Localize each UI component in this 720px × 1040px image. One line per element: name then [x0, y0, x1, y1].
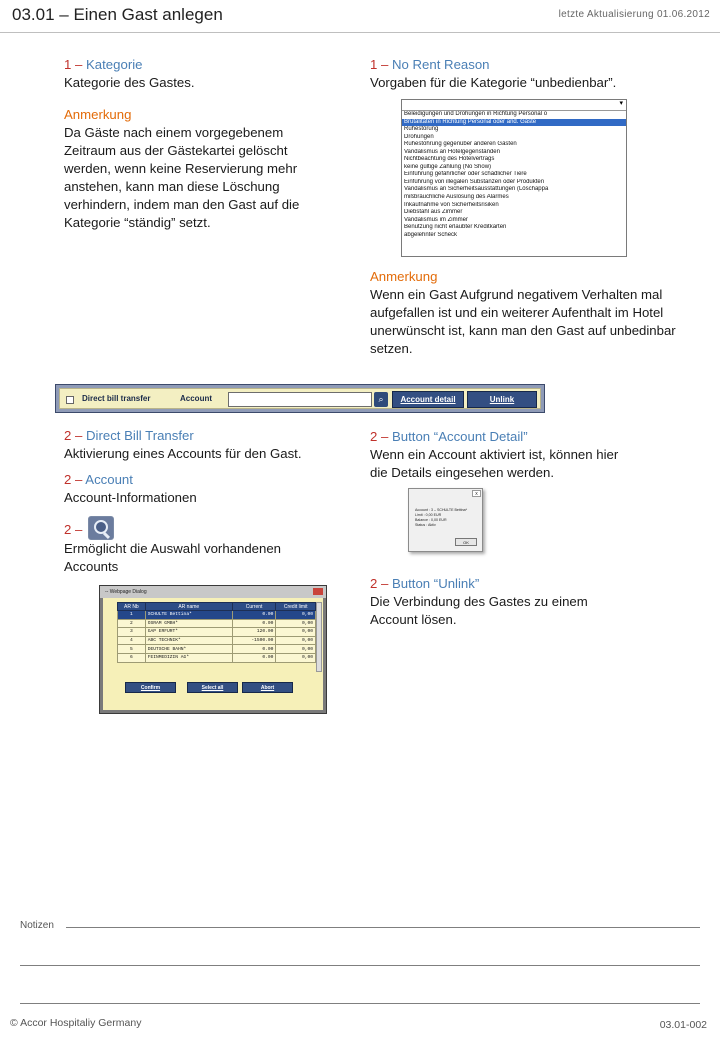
- dropdown-option[interactable]: Einführung von illegalen Substanzen oder Produkten: [404, 178, 545, 185]
- search-icon: [88, 516, 114, 540]
- dropdown-option[interactable]: mißbräuchliche Auslösung des Alarmes: [404, 194, 509, 201]
- kategorie-block: [64, 56, 344, 92]
- detail-number: 2 –: [370, 429, 389, 444]
- detail-block: [370, 428, 680, 482]
- dropdown-option[interactable]: Beleidigungen und Drohungen in Richtung Personal o: [404, 111, 548, 117]
- dialog-body: [103, 598, 323, 710]
- dialog-titlebar: [100, 586, 326, 598]
- close-icon[interactable]: [313, 588, 323, 595]
- table-cell: ABC TECHNIK*: [145, 636, 232, 645]
- detail-title: Button “Account Detail”: [392, 429, 528, 444]
- account-number: 2 –: [64, 472, 83, 487]
- column-header[interactable]: Current: [232, 603, 276, 611]
- table-cell: 0,00: [276, 628, 316, 637]
- account-input[interactable]: [228, 392, 372, 407]
- detail-desc: die Details eingesehen werden.: [370, 465, 555, 480]
- dialog-line: Status : Aktiv: [415, 523, 436, 527]
- dropdown-option[interactable]: Einführung gefährlicher oder schädlicher Tiere: [404, 171, 527, 178]
- unlink-desc: Account lösen.: [370, 612, 457, 627]
- confirm-button[interactable]: Confirm: [125, 682, 176, 693]
- dialog-line: Account : 3 – SCHULTE Bettina*: [415, 508, 468, 512]
- norent-number: 1 –: [370, 57, 389, 72]
- table-body: [118, 611, 316, 663]
- anmerkung-title: Anmerkung: [370, 269, 438, 284]
- ok-button[interactable]: OK: [455, 538, 477, 546]
- dbt-heading: [64, 427, 354, 445]
- kategorie-heading: [64, 56, 344, 74]
- chevron-down-icon[interactable]: ▾: [619, 100, 623, 107]
- dropdown-list: [402, 111, 626, 239]
- anmerkung-line: aufgefallen ist und ein weiterer Aufenthalt im Hotel: [370, 305, 664, 320]
- detail-heading: [370, 428, 680, 446]
- kategorie-number: 1 –: [64, 57, 83, 72]
- table-cell: 5: [118, 645, 146, 654]
- unlink-number: 2 –: [370, 576, 389, 591]
- account-search-button[interactable]: [374, 392, 388, 407]
- dropdown-option[interactable]: Diebstahl aus Zimmer: [404, 209, 463, 216]
- dropdown-option[interactable]: Brutalitäten in Richtung Personal oder and. Gäste: [402, 119, 626, 127]
- dbt-desc: Aktivierung eines Accounts für den Gast.: [64, 446, 302, 461]
- norent-desc: Vorgaben für die Kategorie “unbedienbar”.: [370, 75, 617, 90]
- table-scrollbar[interactable]: [316, 602, 322, 672]
- column-header[interactable]: AR Nb: [118, 603, 146, 611]
- account-desc: Account-Informationen: [64, 490, 197, 505]
- norent-dropdown[interactable]: [401, 99, 627, 257]
- table-cell: 6: [118, 653, 146, 662]
- direct-bill-label: Direct bill transfer: [82, 394, 151, 403]
- dropdown-option[interactable]: abgelehnter Scheck: [404, 231, 458, 238]
- anmerkung-line: Da Gäste nach einem vorgegebenem: [64, 125, 284, 140]
- table-cell: 0,00: [276, 636, 316, 645]
- table-cell: 0,00: [276, 611, 316, 620]
- account-label: Account: [180, 394, 212, 403]
- dbt-number: 2 –: [64, 428, 83, 443]
- table-cell: 0.00: [232, 645, 276, 654]
- account-select-dialog: [99, 585, 327, 714]
- detail-desc: Wenn ein Account aktiviert ist, können hier: [370, 447, 619, 462]
- search-desc-block: [64, 540, 354, 576]
- table-row[interactable]: [118, 653, 316, 662]
- unlink-button[interactable]: Unlink: [467, 391, 537, 408]
- table-cell: 4: [118, 636, 146, 645]
- dropdown-option[interactable]: Drohungen: [404, 133, 434, 140]
- unlink-desc: Die Verbindung des Gastes zu einem: [370, 594, 588, 609]
- dropdown-option[interactable]: Vandalismus an Sicherheitsausstattungen (Löschappa: [404, 186, 549, 193]
- last-updated: letzte Aktualisierung 01.06.2012: [558, 9, 710, 20]
- table-cell: SCHULTE Bettina*: [145, 611, 232, 620]
- account-bar-panel: [59, 388, 541, 409]
- dropdown-option[interactable]: Inkaufnahme von Sicherheitsrisiken: [404, 201, 499, 208]
- header-divider: [0, 32, 720, 33]
- notes-line: [20, 965, 700, 966]
- table-row[interactable]: [118, 628, 316, 637]
- table-cell: 120.00: [232, 628, 276, 637]
- norent-heading: [370, 56, 710, 74]
- abort-button[interactable]: Abort: [242, 682, 293, 693]
- table-row[interactable]: [118, 636, 316, 645]
- close-icon[interactable]: x: [472, 490, 481, 497]
- dropdown-option[interactable]: Nichtbeachtung des Hotelvertrags: [404, 156, 495, 163]
- table-row[interactable]: [118, 611, 316, 620]
- table-cell: GAP ERFURT*: [145, 628, 232, 637]
- account-detail-dialog: [408, 488, 483, 552]
- anmerkung-line: setzen.: [370, 341, 413, 356]
- unlink-title: Button “Unlink”: [392, 576, 480, 591]
- select-all-button[interactable]: Select all: [187, 682, 238, 693]
- norent-anmerkung: [370, 268, 715, 358]
- table-cell: 0.00: [232, 611, 276, 620]
- table-cell: 0,00: [276, 619, 316, 628]
- anmerkung-line: Kategorie “ständig” setzt.: [64, 215, 211, 230]
- search-icon: ⌕: [378, 394, 384, 404]
- norent-block: [370, 56, 710, 92]
- anmerkung-title: Anmerkung: [64, 107, 132, 122]
- dbt-title: Direct Bill Transfer: [86, 428, 194, 443]
- account-bar: [55, 384, 545, 413]
- table-cell: DEUTSCHE BAHN*: [145, 645, 232, 654]
- dropdown-option[interactable]: Ruhestörung: [404, 126, 439, 133]
- table-cell: 3: [118, 628, 146, 637]
- table-cell: 2: [118, 619, 146, 628]
- notes-line: [20, 1003, 700, 1004]
- account-table: [117, 602, 316, 663]
- anmerkung-line: unerwünscht ist, kann man den Gast auf unbedinbar: [370, 323, 676, 338]
- column-header[interactable]: Credit limit: [276, 603, 316, 611]
- dialog-line: Limit : 0,00 EUR: [415, 513, 442, 517]
- direct-bill-checkbox[interactable]: [66, 396, 74, 404]
- table-row[interactable]: [118, 619, 316, 628]
- dialog-line: Balance : 0,00 EUR: [415, 518, 447, 522]
- kategorie-anmerkung: [64, 106, 344, 232]
- dropdown-header[interactable]: [402, 100, 626, 111]
- dropdown-option[interactable]: Benutzung nicht erlaubter Kreditkarten: [404, 224, 507, 231]
- search-desc: Ermöglicht die Auswahl vorhandenen: [64, 541, 281, 556]
- anmerkung-line: verhindern, indem man den Gast auf die: [64, 197, 300, 212]
- dropdown-option[interactable]: Vandalismus an Hotelgegenständen: [404, 148, 500, 155]
- account-detail-button[interactable]: Account detail: [392, 391, 464, 408]
- dropdown-option[interactable]: Ruhestöhrung gegenüber anderen Gästen: [404, 141, 517, 148]
- kategorie-desc: Kategorie des Gastes.: [64, 75, 195, 90]
- dialog-title: -- Webpage Dialog: [105, 589, 147, 595]
- norent-title: No Rent Reason: [392, 57, 490, 72]
- anmerkung-line: Zeitraum aus der Gästekartei gelöscht: [64, 143, 288, 158]
- dropdown-option[interactable]: Vandalismus im Zimmer: [404, 216, 468, 223]
- anmerkung-line: werden, wenn keine Reservierung mehr: [64, 161, 298, 176]
- table-cell: 1: [118, 611, 146, 620]
- table-cell: 0,00: [276, 653, 316, 662]
- notes-line: [66, 927, 700, 928]
- notes-label: Notizen: [20, 920, 54, 931]
- footer-copyright: © Accor Hospitaliy Germany: [10, 1017, 142, 1029]
- search-desc: Accounts: [64, 559, 119, 574]
- table-cell: FEINMEDIZIN AG*: [145, 653, 232, 662]
- account-info-block: [64, 471, 354, 507]
- table-cell: 0,00: [276, 645, 316, 654]
- table-cell: OSRAM GMBH*: [145, 619, 232, 628]
- search-icon-handle: [103, 532, 110, 539]
- kategorie-title: Kategorie: [86, 57, 143, 72]
- unlink-block: [370, 575, 680, 629]
- table-cell: -1500.00: [232, 636, 276, 645]
- unlink-heading: [370, 575, 680, 593]
- table-cell: 0.00: [232, 653, 276, 662]
- table-header: [118, 603, 316, 611]
- search-number: [64, 521, 82, 539]
- dropdown-option[interactable]: keine gültige Zahlung (No Show): [404, 163, 492, 170]
- table-cell: 0.00: [232, 619, 276, 628]
- search-number-text: 2 –: [64, 522, 83, 537]
- dbt-block: [64, 427, 354, 463]
- column-header[interactable]: AR name: [145, 603, 232, 611]
- anmerkung-line: Wenn ein Gast Aufgrund negativem Verhalten mal: [370, 287, 663, 302]
- anmerkung-line: anstehen, kann man diese Löschung: [64, 179, 280, 194]
- table-row[interactable]: [118, 645, 316, 654]
- page-title: 03.01 – Einen Gast anlegen: [12, 5, 223, 24]
- account-heading: [64, 471, 354, 489]
- footer-page-id: 03.01-002: [659, 1019, 707, 1031]
- account-title: Account: [85, 472, 133, 487]
